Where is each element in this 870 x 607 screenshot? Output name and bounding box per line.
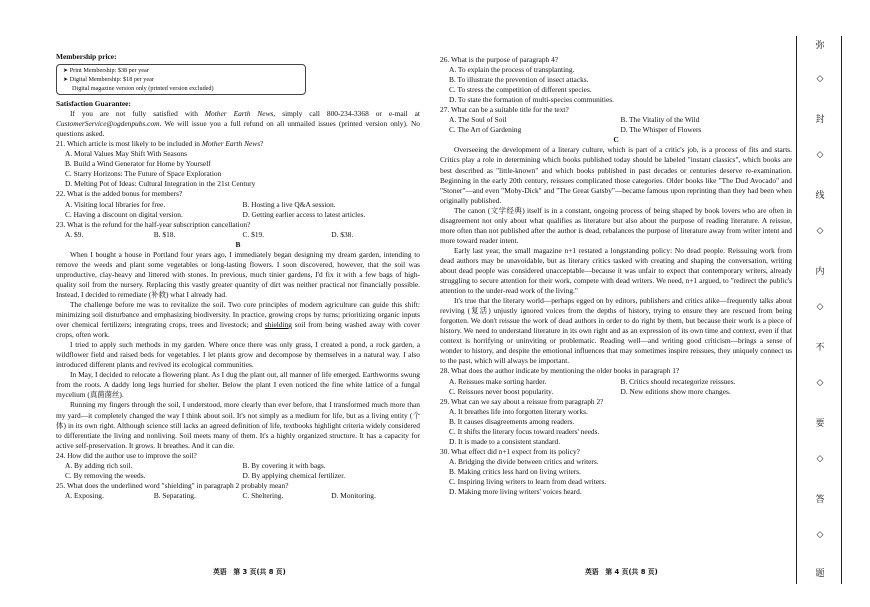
binding-margin <box>796 36 842 584</box>
question-23: 23. What is the refund for the half-year subscription cancellation? <box>56 219 251 229</box>
option[interactable]: C. By removing the weeds. <box>65 470 146 480</box>
options-23 <box>56 230 420 240</box>
passage-paragraph: Early last year, the small magazine n+1 restated a longstanding policy: No dead people. Reissuing work from dead authors may be unavoidable, but as literary critics tasked with creating and shaping the conversation, writing about dead people was considered unacceptable—because it was unfair to expect that contemporary writers, already struggling to secure attention for their work, compete with dead writers. We need, n+1 argued, to "redirect the public's attention to the under-read work of the living." <box>440 245 792 296</box>
option[interactable]: C. Starry Horizons: The Future of Space Exploration <box>65 169 222 179</box>
binding-char: 封 <box>815 115 825 125</box>
option[interactable]: B. By covering it with bags. <box>242 460 326 470</box>
option[interactable]: B. Build a Wind Generator for Home by Yourself <box>65 159 211 169</box>
option[interactable]: A. To explain the process of transplanting. <box>449 65 575 75</box>
page-footer-right: 英语 第 4 页(共 8 页) <box>585 568 658 576</box>
option[interactable]: D. By applying chemical fertilizer. <box>242 470 346 480</box>
option[interactable]: C. Having a discount on digital version. <box>65 209 183 219</box>
option[interactable]: C. Sheltering. <box>242 490 284 500</box>
options-25 <box>56 491 420 501</box>
passage-paragraph: The canon (文学经典) itself is in a constant, ongoing process of being shaped by book lovers who are often in disagreement not only about what qualifies as literature but also about the purpose of reading literature. A reissue, more often than not published after the author is dead, rebalances the purpose of literature away from writer intent and more toward reader intent. <box>440 205 792 245</box>
question-30: 30. What effect did n+1 expect from its policy? <box>440 446 580 456</box>
option[interactable]: D. $38. <box>331 229 354 239</box>
option[interactable]: A. It breathes life into forgotten literary works. <box>449 406 588 416</box>
option[interactable]: B. $18. <box>153 229 176 239</box>
option[interactable]: A. Moral Values May Shift With Seasons <box>65 149 187 159</box>
option[interactable]: A. Exposing. <box>65 490 104 500</box>
option[interactable]: A. Bridging the divide between critics and writers. <box>449 456 599 466</box>
section-b-label: B <box>235 239 241 249</box>
option[interactable]: C. Reissues never boost popularity. <box>449 386 554 396</box>
option[interactable]: D. It is made to a consistent standard. <box>449 436 561 446</box>
question-24: 24. How did the author use to improve the soil? <box>56 450 197 460</box>
diamond-icon: ◇ <box>816 226 824 236</box>
binding-char: 要 <box>815 419 825 429</box>
option[interactable]: B. To illustrate the prevention of insect attacks. <box>449 75 589 85</box>
satisfaction-heading: Satisfaction Guarantee: <box>56 99 131 109</box>
option[interactable]: D. Getting earlier access to latest articles. <box>242 209 366 219</box>
diamond-icon: ◇ <box>816 150 824 160</box>
option[interactable]: A. Reissues make sorting harder. <box>449 376 547 386</box>
option[interactable]: B. Hosting a live Q&A session. <box>242 199 336 209</box>
membership-box <box>56 64 306 95</box>
passage-paragraph: Overseeing the development of a literary culture, which is part of a critic's job, is a process of fits and starts. Critics play a role in determining which books published today should be labeled "instant classics", which books are best described as "little-known" and which books published in past decades or centuries deserve re-examination. Beginning in the early 20th century, reissues complicated those categories. Older books like "The Dud Avocado" and "Stoner"—and even "Moby-Dick" and "The Great Gatsby"—became famous upon reprinting than they had been when originally published. <box>440 145 792 205</box>
option[interactable]: D. New editions show more changes. <box>620 386 731 396</box>
membership-item: ➤ Print Membership: $38 per year <box>63 67 149 75</box>
membership-item: ➤ Digital Membership: $18 per year <box>63 76 154 84</box>
question-29: 29. What can we say about a reissue from paragraph 2? <box>440 396 604 406</box>
question-26: 26. What is the purpose of paragraph 4? <box>440 55 559 64</box>
option[interactable]: A. $9. <box>65 229 84 239</box>
right-page <box>440 0 792 607</box>
diamond-icon: ◇ <box>816 378 824 388</box>
option[interactable]: C. The Art of Gardening <box>449 125 522 135</box>
option[interactable]: B. Critics should recategorize reissues. <box>620 376 736 386</box>
passage-paragraph: I tried to apply such methods in my garden. Where once there was only grass, I created a pond, a rock garden, a wildflower field and raised beds for vegetables. I let plants grow and decompose by themselves in a natural way. I also introduced different plants and revived its ecological communities. <box>56 340 420 370</box>
options-24 <box>56 461 420 481</box>
option[interactable]: D. Melting Pot of Ideas: Cultural Integration in the 21st Century <box>65 179 256 189</box>
left-page <box>56 0 420 607</box>
membership-item: Digital magazine version only (printed version excluded) <box>72 85 214 93</box>
satisfaction-text: If you are not fully satisfied with Mother Earth News, simply call 800-234-3368 or e-mail at CustomerService@ogdenpubs.com. We will issue you a full refund on all unmailed issues (printed version only). No questions asked. <box>56 109 420 139</box>
option[interactable]: B. It causes disagreements among readers. <box>449 416 575 426</box>
passage-paragraph: It's true that the literary world—perhaps egged on by editors, publishers and critics alike—frequently talks about reviving (复活) unjustly ignored voices from the depths of history, trying to ensure they are rescued from being forgotten. We don't reissue the work of dead authors in order to do right by them, but because their work is a piece of history. We need to understand literature in its own right and as an expression of its own time and context, even if that context is horrifying or uninviting or problematic. Reading well—and writing good criticism—brings a sense of wonder to history, and despite the emotional influences that may sometimes inspire reissues, they uniquely connect us to the past, which will always be important. <box>440 296 792 366</box>
option[interactable]: A. By adding rich soil. <box>65 460 133 470</box>
option[interactable]: C. Inspiring living writers to learn from dead writers. <box>449 476 607 486</box>
option[interactable]: C. To stress the competition of different species. <box>449 85 592 95</box>
options-28 <box>440 377 792 397</box>
option[interactable]: D. Making more living writers' voices heard. <box>449 487 582 497</box>
option[interactable]: D. The Whisper of Flowers <box>620 125 702 135</box>
membership-heading: Membership price: <box>56 52 117 61</box>
passage-paragraph: Running my fingers through the soil, I understood, more clearly than ever before, that I transformed much more than my yard—it completely changed the way I think about soil. It's not simply as a medium for life, but as a living entity (个体) in its own right. Although science still lacks an agreed definition of life, textbooks highlight criteria widely considered to differentiate the living and nonliving. Soil meets many of them. It's a highly organized structure. It has a capacity for active self-preservation. It grows. It breathes. And it can die. <box>56 400 420 450</box>
option[interactable]: A. The Soul of Soil <box>449 115 507 125</box>
passage-paragraph: In May, I decided to relocate a flowering plant. As I dug the plant out, all manner of life emerged. Earthworms swung from the roots. A daddy long legs hurried for shelter. Below the plant I even noticed the fine white lattice of a fungal mycelium (真菌菌丝). <box>56 370 420 400</box>
option[interactable]: C. It shifts the literary focus toward readers' needs. <box>449 426 600 436</box>
question-21: 21. Which article is most likely to be included in Mother Earth News? <box>56 139 264 149</box>
passage-paragraph: When I bought a house in Portland four years ago, I immediately began designing my dream garden, intending to remove the weeds and plant some vegetables or long-lasting flowers. I soon discovered, however, that the soil was unproductive, clay-heavy and littered with stones. In previous, much tinier gardens, I'd fix it with a few bags of high-quality soil from the nursery. Replacing this vastly greater quantity of dirt was neither practical nor financially possible. Instead, I decided to remediate (补救) what I already had. <box>56 249 420 299</box>
question-27: 27. What can be a suitable title for the text? <box>440 105 569 115</box>
question-28: 28. What does the author indicate by mentioning the older books in paragraph 1? <box>440 366 680 376</box>
option[interactable]: D. Monitoring. <box>331 490 376 500</box>
diamond-icon: ◇ <box>816 74 824 84</box>
option[interactable]: A. Visiting local libraries for free. <box>65 199 166 209</box>
question-25: 25. What does the underlined word "shielding" in paragraph 2 probably mean? <box>56 480 289 490</box>
section-c-label: C <box>613 135 619 145</box>
diamond-icon: ◇ <box>816 302 824 312</box>
question-22: 22. What is the added bonus for members? <box>56 189 183 199</box>
option[interactable]: D. To state the formation of multi-species communities. <box>449 95 614 105</box>
page-footer-left: 英语 第 3 页(共 8 页) <box>213 568 286 576</box>
option[interactable]: B. Separating. <box>153 490 196 500</box>
support-email-link[interactable]: CustomerService@ogdenpubs.com <box>56 119 160 129</box>
binding-char: 弥 <box>815 41 825 51</box>
option[interactable]: B. The Vitality of the Wild <box>620 115 700 125</box>
diamond-icon: ◇ <box>816 454 824 464</box>
option[interactable]: B. Making critics less hard on living writers. <box>449 466 581 476</box>
binding-char: 题 <box>815 569 825 579</box>
binding-char: 线 <box>815 191 825 201</box>
option[interactable]: C. $19. <box>242 229 265 239</box>
diamond-icon: ◇ <box>816 530 824 540</box>
binding-char: 内 <box>815 267 825 277</box>
options-22 <box>56 200 420 220</box>
passage-paragraph: The challenge before me was to revitalize the soil. Two core principles of modern agriculture can guide this shift: minimizing soil disturbance and emphasizing biodiversity. In practice, growing crops by turns; prioritizing organic inputs over chemical fertilizers; integrating crops, trees and livestock; and shielding soil from being washed away with cover crops, often work. <box>56 299 420 340</box>
options-27 <box>440 115 792 135</box>
binding-char: 不 <box>815 343 825 353</box>
binding-char: 答 <box>815 495 825 505</box>
